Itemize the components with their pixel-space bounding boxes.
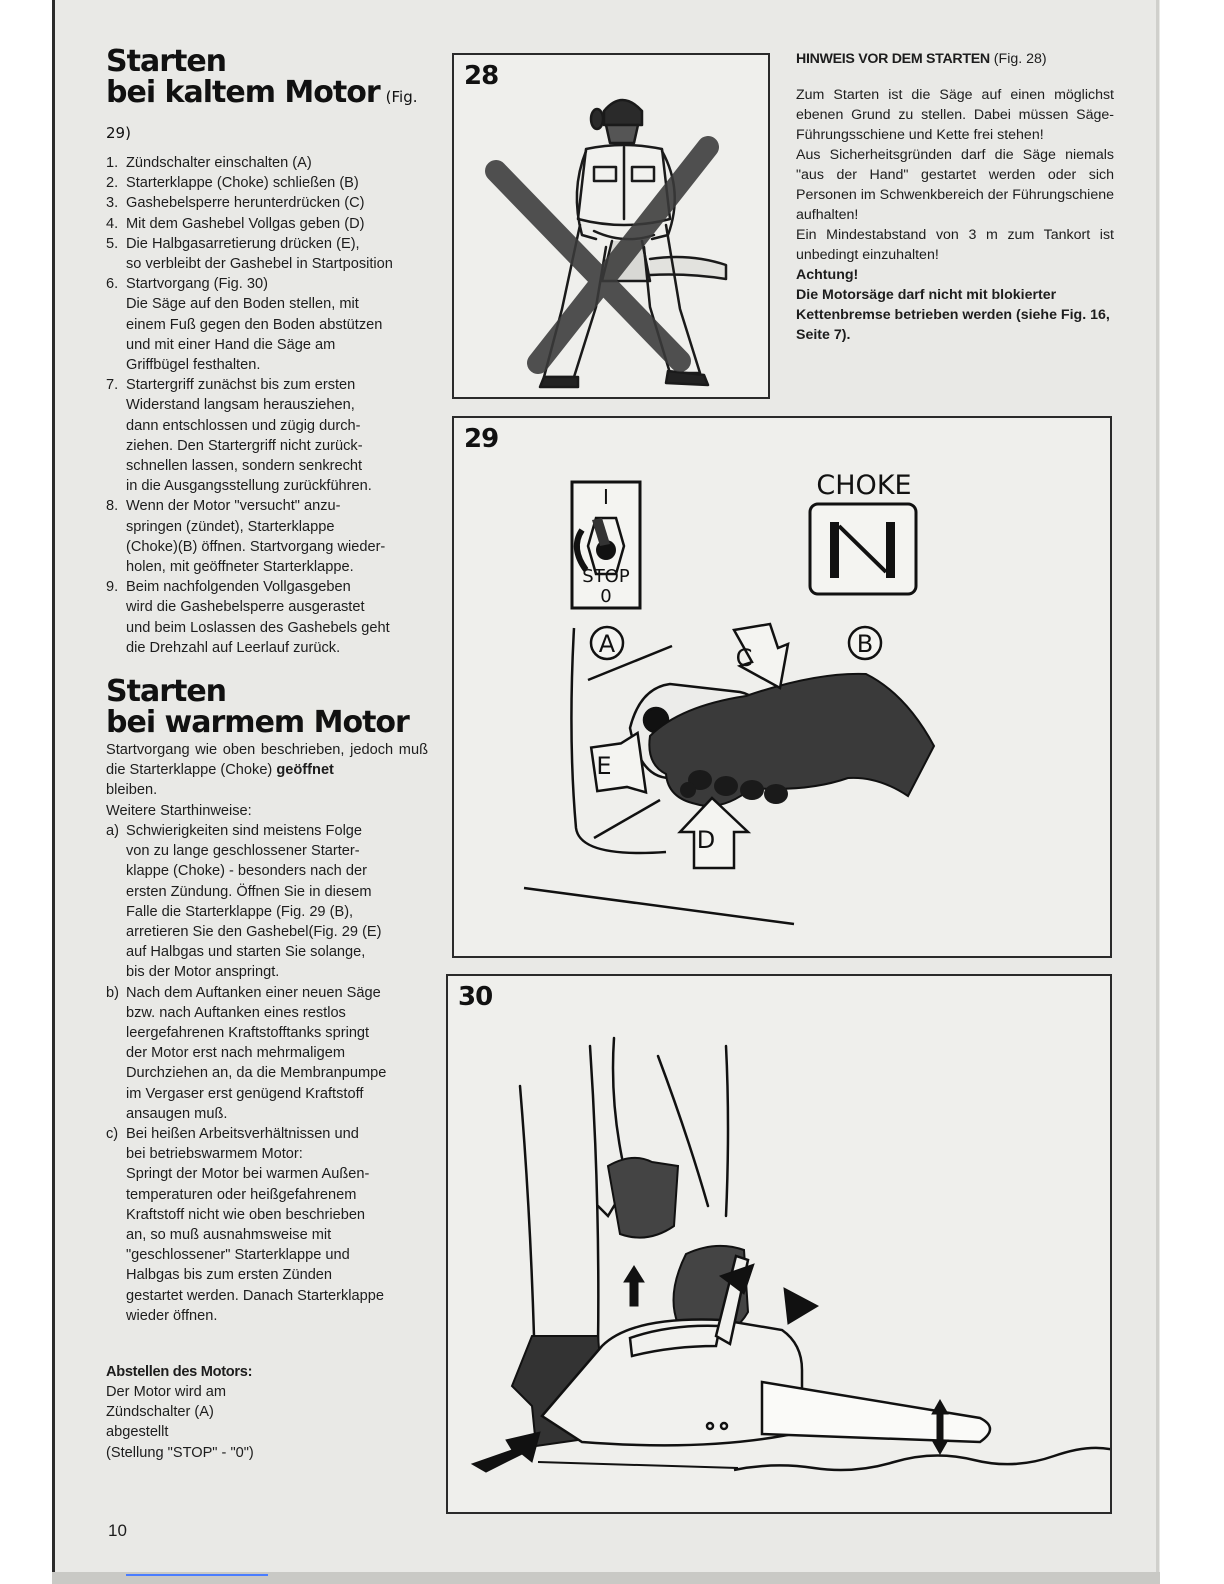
ignition-switch-icon: [572, 482, 640, 608]
list-item-line: Zündschalter einschalten (A): [126, 155, 312, 171]
fig29-number: 29: [464, 424, 499, 454]
list-item-number: 9.: [106, 579, 119, 596]
list-item-text: [126, 496, 385, 577]
list-item: [106, 983, 436, 1124]
list-item-number: 2.: [106, 175, 119, 192]
list-item-line: Halbgas bis zum ersten Zünden: [126, 1267, 333, 1284]
list-item-line: einem Fuß gegen den Boden abstützen: [126, 316, 383, 333]
notice-paragraph-1: Zum Starten ist die Säge auf einen möglichst ebenen Grund zu stellen. Dabei müssen Säge-Führungsschiene und Kette frei stehen!: [796, 87, 1114, 143]
list-item-line: Gashebelsperre herunterdrücken (C): [126, 195, 365, 212]
list-item-line: Falle die Starterklappe (Fig. 29 (B),: [126, 903, 354, 920]
list-item-line: Die Säge auf den Boden stellen, mit: [126, 296, 359, 313]
foot-arrow-icon: [472, 1432, 540, 1472]
figure-29: [452, 416, 1112, 958]
notice-fig-ref: (Fig. 28): [993, 51, 1047, 67]
label-d: D: [696, 826, 716, 854]
list-item-line: Beim nachfolgenden Vollgasgeben: [126, 579, 351, 596]
stopping-line: abgestellt: [106, 1424, 169, 1441]
helmet-shape: [604, 100, 642, 125]
notice-section: [796, 49, 1114, 345]
warm-start-heading: [106, 674, 436, 741]
stopping-line: (Stellung "STOP" - "0"): [106, 1444, 254, 1461]
fig28-number: 28: [464, 61, 499, 91]
figure-30: [446, 974, 1112, 1514]
choke-icon: [810, 470, 916, 594]
warm-start-intro: [106, 740, 428, 801]
list-item-text: [126, 1124, 384, 1326]
list-item-line: Kraftstoff nicht wie oben beschrieben: [126, 1206, 366, 1223]
stopping-section: [106, 1362, 436, 1463]
list-item-line: holen, mit geöffneter Starterklappe.: [126, 559, 354, 576]
notice-paragraph-3: Ein Mindestabstand von 3 m zum Tankort ist unbedingt einzuhalten!: [796, 227, 1114, 263]
pull-up-arrow-icon: [624, 1266, 644, 1306]
fig30-illustration: [448, 976, 1110, 1512]
list-item-number: 6.: [106, 276, 119, 293]
list-item-text: [126, 234, 393, 274]
label-a: A: [598, 630, 616, 658]
list-item-number: 3.: [106, 195, 119, 212]
list-item-line: Startvorgang (Fig. 30): [126, 276, 268, 293]
list-item-line: in die Ausgangsstellung zurückführen.: [126, 478, 372, 495]
list-item-text: [126, 274, 382, 375]
cold-start-heading: [106, 46, 436, 149]
rotate-arrow-icon: [784, 1288, 818, 1324]
notice-paragraph-2: Aus Sicherheitsgründen darf die Säge niemals "aus der Hand" gestartet werden oder sich Personen im Schwenkbereich der Führungschiene aufhalten!: [796, 147, 1114, 223]
list-item-line: der Motor erst nach mehrmaligem: [126, 1045, 345, 1062]
notice-title: HINWEIS VOR DEM STARTEN: [796, 51, 990, 67]
list-item-line: wird die Gashebelsperre ausgerastet: [126, 599, 365, 616]
list-item-number: 7.: [106, 377, 119, 394]
list-item-number: b): [106, 984, 119, 1001]
list-item-line: klappe (Choke) - besonders nach der: [126, 863, 367, 880]
fig28-illustration: [454, 55, 768, 397]
warm-start-title-line2: bei warmem Motor: [106, 705, 409, 741]
list-item-line: und beim Loslassen des Gashebels geht: [126, 619, 390, 636]
list-item: [106, 821, 436, 983]
list-item-line: Startergriff zunächst bis zum ersten: [126, 377, 356, 394]
fig29-illustration: [454, 418, 1110, 956]
list-item-line: im Vergaser erst genügend Kraftstoff: [126, 1085, 364, 1102]
list-item-line: Griffbügel festhalten.: [126, 357, 261, 374]
notice-title-row: [796, 49, 1114, 69]
page-left-edge: [52, 0, 55, 1584]
list-item-text: [126, 821, 382, 983]
list-item-line: ersten Zündung. Öffnen Sie in diesem: [126, 883, 372, 900]
list-item: [106, 496, 436, 577]
list-item-text: [126, 983, 386, 1124]
list-item: [106, 153, 436, 173]
list-item: [106, 173, 436, 193]
list-item-line: leergefahrenen Kraftstofftanks springt: [126, 1024, 370, 1041]
list-item-line: Die Halbgasarretierung drücken (E),: [126, 235, 360, 252]
label-e: E: [596, 752, 612, 780]
list-item-line: Durchziehen an, da die Membranpumpe: [126, 1065, 387, 1082]
list-item-line: so verbleibt der Gashebel in Startposition: [126, 256, 393, 273]
choke-label: CHOKE: [816, 470, 912, 501]
list-item-line: bei betriebswarmem Motor:: [126, 1146, 303, 1163]
list-item-line: Nach dem Auftanken einer neuen Säge: [126, 984, 381, 1001]
list-item-line: Schwierigkeiten sind meistens Folge: [126, 822, 363, 839]
label-b: B: [856, 630, 874, 658]
list-item-number: a): [106, 822, 119, 839]
list-item-line: an, so muß ausnahmsweise mit: [126, 1226, 332, 1243]
list-item-line: Starterklappe (Choke) schließen (B): [126, 175, 359, 192]
list-item-line: ziehen. Den Startergriff nicht zurück-: [126, 437, 363, 454]
warm-start-intro-a: Startvorgang wie oben beschrieben, jedoch muß die Starterklappe (Choke): [106, 742, 428, 779]
warm-start-intro-b: bleiben.: [106, 782, 158, 799]
list-item-line: Bei heißen Arbeitsverhältnissen und: [126, 1125, 359, 1142]
list-item-line: Wenn der Motor "versucht" anzu-: [126, 498, 341, 515]
list-item: [106, 234, 436, 274]
cold-start-steps: [106, 153, 436, 658]
figure-28: [452, 53, 770, 399]
fig30-number: 30: [458, 982, 493, 1012]
list-item-text: [126, 375, 372, 496]
cold-start-fig-ref: (Fig. 29): [106, 88, 418, 142]
list-item-number: c): [106, 1125, 119, 1142]
stopping-line: Zündschalter (A): [106, 1404, 214, 1421]
list-item-line: bis der Motor anspringt.: [126, 964, 280, 981]
left-column: [106, 46, 436, 1463]
list-item-line: (Choke)(B) öffnen. Startvorgang wieder-: [126, 538, 386, 555]
list-item: [106, 274, 436, 375]
switch-off-label: 0: [600, 586, 612, 607]
list-item-text: [126, 193, 364, 213]
list-item-line: Mit dem Gashebel Vollgas geben (D): [126, 215, 365, 232]
list-item: [106, 375, 436, 496]
list-item-line: bzw. nach Auftanken eines restlos: [126, 1004, 346, 1021]
list-item-line: dann entschlossen und zügig durch-: [126, 417, 361, 434]
list-item-line: die Drehzahl auf Leerlauf zurück.: [126, 639, 341, 656]
list-item-line: gestartet werden. Danach Starterklappe: [126, 1287, 384, 1304]
list-item: [106, 193, 436, 213]
list-item-text: [126, 153, 312, 173]
list-item: [106, 577, 436, 658]
list-item-number: 1.: [106, 155, 119, 171]
page-number: 10: [108, 1521, 127, 1540]
list-item-line: temperaturen oder heißgefahrenem: [126, 1186, 357, 1203]
list-item-line: Widerstand langsam herausziehen,: [126, 397, 355, 414]
list-item-line: arretieren Sie den Gashebel(Fig. 29 (E): [126, 923, 382, 940]
cold-start-title-line2: bei kaltem Motor: [106, 75, 380, 110]
list-item-number: 8.: [106, 498, 119, 515]
switch-on-label: I: [603, 485, 609, 509]
list-item-number: 4.: [106, 215, 119, 232]
warm-start-hints: [106, 821, 436, 1326]
further-hints-label: Weitere Starthinweise:: [106, 802, 252, 819]
label-c: C: [735, 644, 753, 672]
list-item: [106, 214, 436, 234]
warning-title: Achtung!: [796, 267, 859, 283]
list-item-text: [126, 173, 359, 193]
warm-start-title-line1: Starten: [106, 674, 227, 710]
scan-artifact-line: [126, 1574, 268, 1576]
warning-text: Die Motorsäge darf nicht mit blokierter Kettenbremse betrieben werden (siehe Fig. 16, Seite 7).: [796, 287, 1110, 343]
cold-start-title-line1: Starten: [106, 44, 227, 79]
list-item-line: schnellen lassen, sondern senkrecht: [126, 458, 363, 475]
list-item-line: "geschlossener" Starterklappe und: [126, 1247, 350, 1264]
list-item-line: springen (zündet), Starterklappe: [126, 518, 335, 535]
list-item-line: wieder öffnen.: [126, 1307, 218, 1324]
list-item-text: [126, 214, 365, 234]
stopping-title: Abstellen des Motors:: [106, 1363, 253, 1380]
list-item: [106, 1124, 436, 1326]
list-item-line: und mit einer Hand die Säge am: [126, 336, 336, 353]
page-right-edge: [1156, 0, 1159, 1584]
list-item-number: 5.: [106, 235, 119, 252]
list-item-text: [126, 577, 390, 658]
stopping-line: Der Motor wird am: [106, 1383, 227, 1400]
switch-stop-label: STOP: [582, 566, 630, 587]
warm-start-intro-bold: geöffnet: [276, 762, 334, 779]
list-item-line: ansaugen muß.: [126, 1105, 228, 1122]
list-item-line: auf Halbgas und starten Sie solange,: [126, 944, 366, 961]
list-item-line: Springt der Motor bei warmen Außen-: [126, 1166, 370, 1183]
list-item-line: von zu lange geschlossener Starter-: [126, 843, 360, 860]
